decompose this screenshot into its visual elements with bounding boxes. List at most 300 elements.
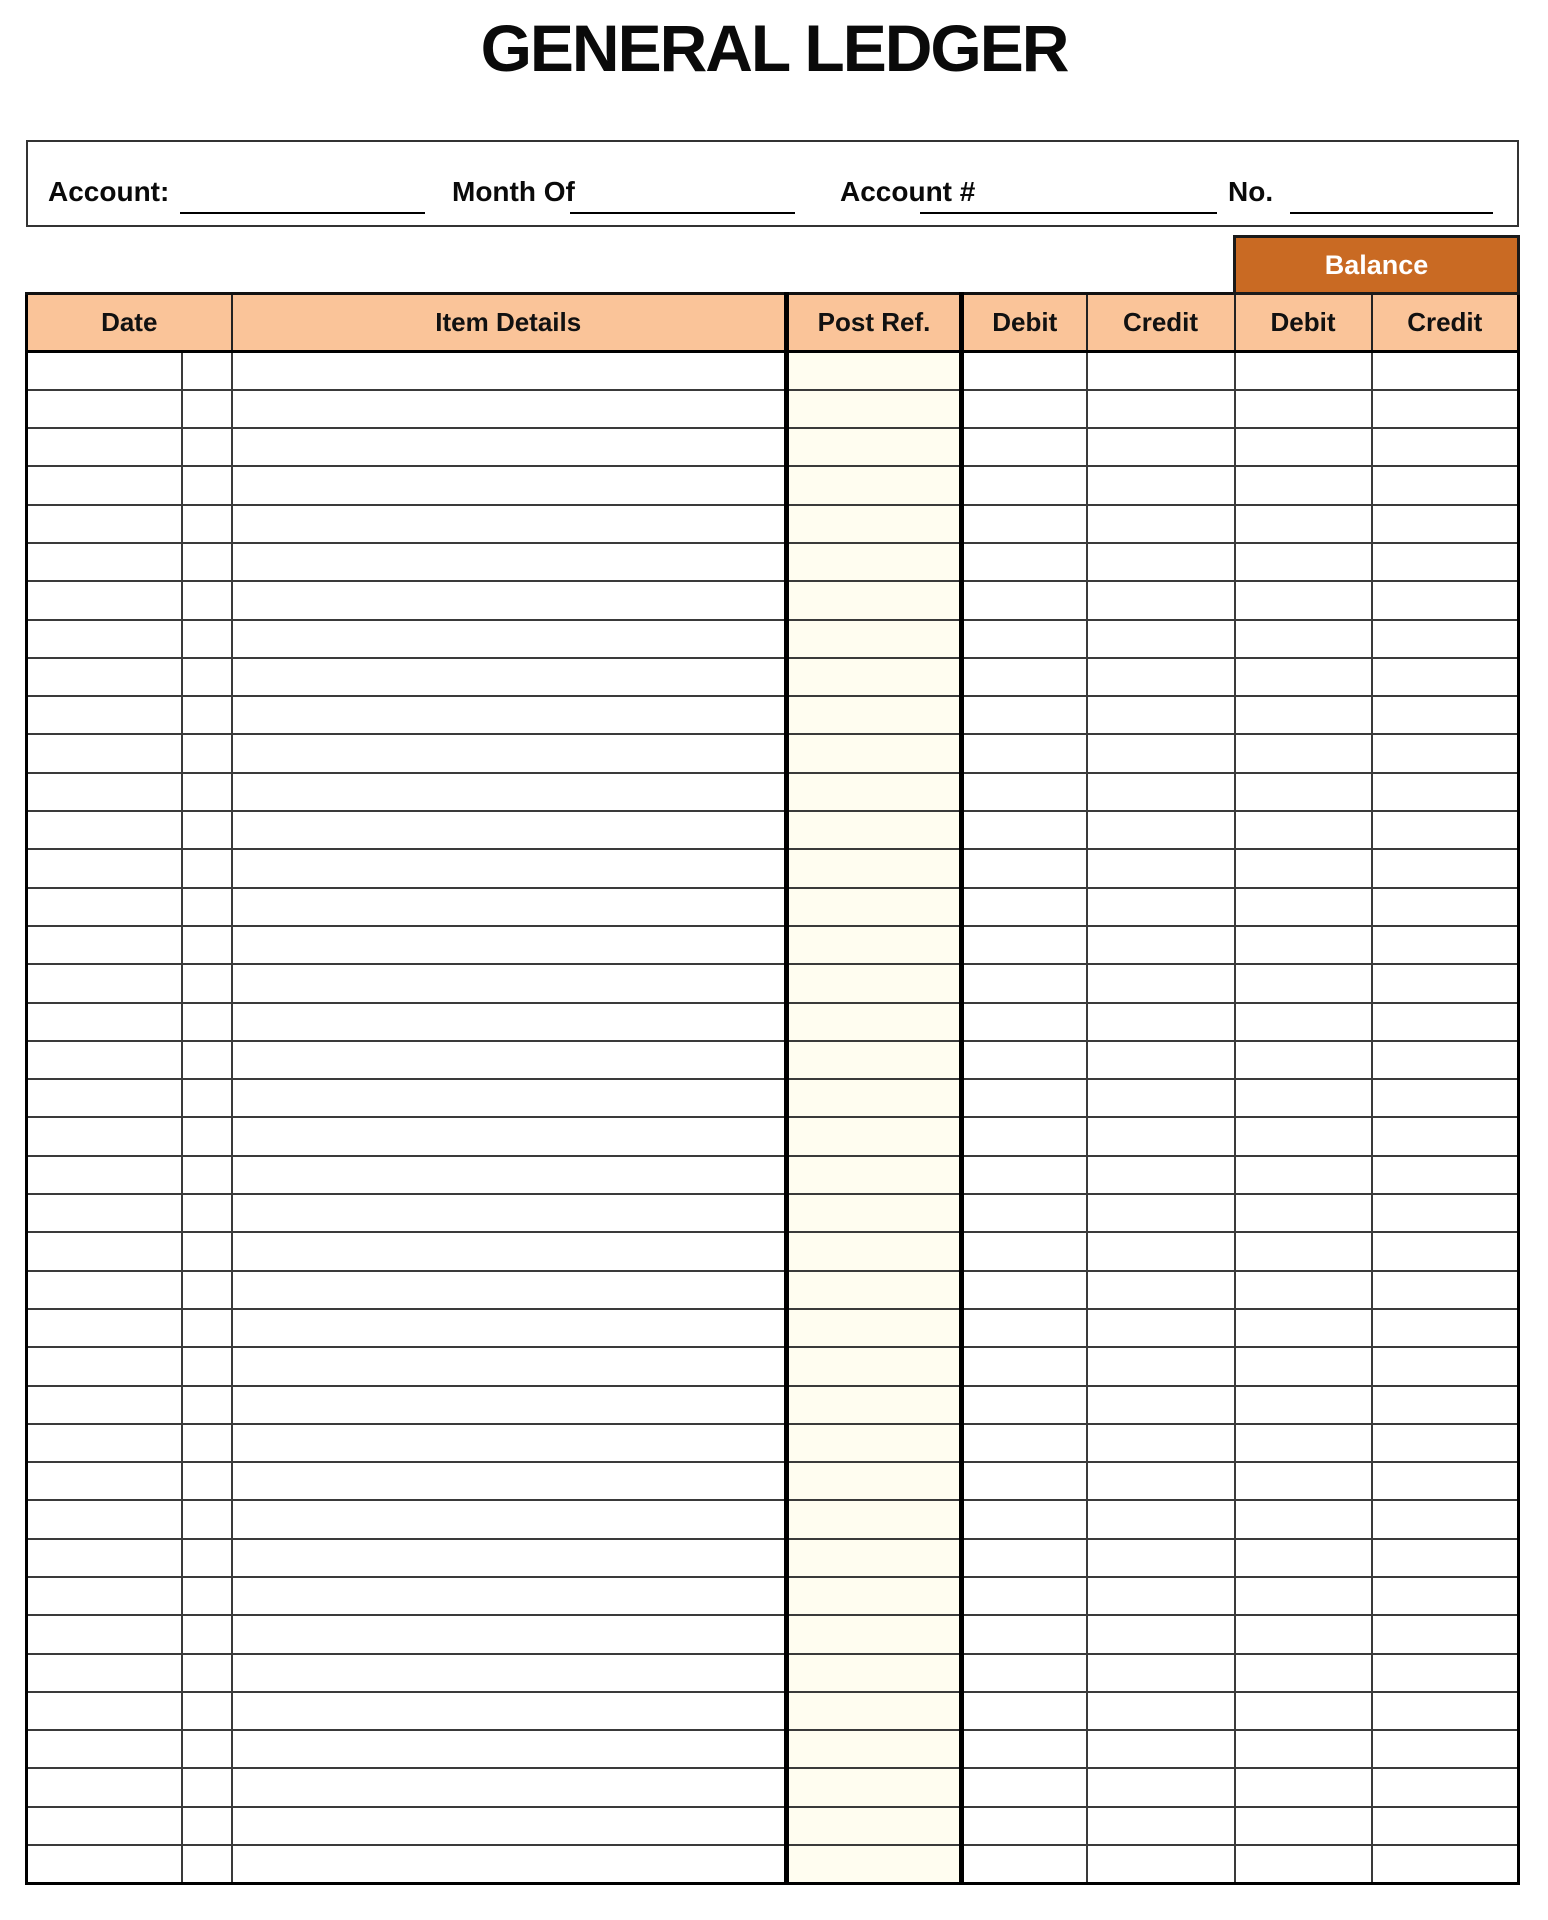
cell-item-details[interactable]	[232, 581, 787, 619]
cell-date-day[interactable]	[182, 734, 232, 772]
cell-balance-debit[interactable]	[1235, 620, 1372, 658]
cell-balance-debit[interactable]	[1235, 1232, 1372, 1270]
cell-balance-debit[interactable]	[1235, 658, 1372, 696]
cell-date-day[interactable]	[182, 428, 232, 466]
cell-debit[interactable]	[962, 1692, 1087, 1730]
cell-date-day[interactable]	[182, 581, 232, 619]
cell-balance-credit[interactable]	[1372, 620, 1519, 658]
cell-item-details[interactable]	[232, 1654, 787, 1692]
cell-credit[interactable]	[1087, 1309, 1235, 1347]
cell-date-month[interactable]	[27, 696, 182, 734]
cell-debit[interactable]	[962, 1156, 1087, 1194]
cell-date-month[interactable]	[27, 390, 182, 428]
cell-balance-credit[interactable]	[1372, 964, 1519, 1002]
cell-date-day[interactable]	[182, 620, 232, 658]
cell-item-details[interactable]	[232, 926, 787, 964]
cell-post-ref[interactable]	[787, 1730, 962, 1768]
cell-post-ref[interactable]	[787, 1386, 962, 1424]
cell-date-month[interactable]	[27, 1041, 182, 1079]
cell-debit[interactable]	[962, 1654, 1087, 1692]
cell-debit[interactable]	[962, 352, 1087, 390]
cell-date-day[interactable]	[182, 1807, 232, 1845]
cell-item-details[interactable]	[232, 811, 787, 849]
cell-date-day[interactable]	[182, 1500, 232, 1538]
cell-date-day[interactable]	[182, 1041, 232, 1079]
cell-debit[interactable]	[962, 1194, 1087, 1232]
cell-date-month[interactable]	[27, 1654, 182, 1692]
cell-credit[interactable]	[1087, 1730, 1235, 1768]
cell-post-ref[interactable]	[787, 926, 962, 964]
cell-balance-debit[interactable]	[1235, 543, 1372, 581]
cell-item-details[interactable]	[232, 1539, 787, 1577]
cell-credit[interactable]	[1087, 505, 1235, 543]
cell-balance-credit[interactable]	[1372, 581, 1519, 619]
cell-debit[interactable]	[962, 466, 1087, 504]
cell-date-day[interactable]	[182, 1424, 232, 1462]
cell-balance-credit[interactable]	[1372, 1347, 1519, 1385]
cell-credit[interactable]	[1087, 849, 1235, 887]
cell-debit[interactable]	[962, 428, 1087, 466]
month-of-value-line[interactable]	[570, 182, 795, 214]
cell-date-month[interactable]	[27, 1539, 182, 1577]
cell-credit[interactable]	[1087, 811, 1235, 849]
cell-item-details[interactable]	[232, 1232, 787, 1270]
cell-debit[interactable]	[962, 734, 1087, 772]
cell-debit[interactable]	[962, 1041, 1087, 1079]
cell-date-day[interactable]	[182, 1730, 232, 1768]
cell-balance-debit[interactable]	[1235, 1156, 1372, 1194]
cell-balance-debit[interactable]	[1235, 1386, 1372, 1424]
cell-balance-credit[interactable]	[1372, 1003, 1519, 1041]
cell-debit[interactable]	[962, 543, 1087, 581]
cell-credit[interactable]	[1087, 1079, 1235, 1117]
cell-balance-debit[interactable]	[1235, 926, 1372, 964]
cell-post-ref[interactable]	[787, 1577, 962, 1615]
cell-date-month[interactable]	[27, 1692, 182, 1730]
cell-debit[interactable]	[962, 620, 1087, 658]
cell-date-month[interactable]	[27, 1424, 182, 1462]
cell-date-day[interactable]	[182, 505, 232, 543]
cell-credit[interactable]	[1087, 543, 1235, 581]
cell-credit[interactable]	[1087, 1117, 1235, 1155]
cell-balance-credit[interactable]	[1372, 1654, 1519, 1692]
cell-debit[interactable]	[962, 1386, 1087, 1424]
cell-balance-debit[interactable]	[1235, 1424, 1372, 1462]
cell-balance-debit[interactable]	[1235, 390, 1372, 428]
cell-post-ref[interactable]	[787, 1156, 962, 1194]
cell-balance-debit[interactable]	[1235, 466, 1372, 504]
cell-credit[interactable]	[1087, 352, 1235, 390]
cell-credit[interactable]	[1087, 428, 1235, 466]
cell-date-day[interactable]	[182, 964, 232, 1002]
cell-debit[interactable]	[962, 1079, 1087, 1117]
cell-item-details[interactable]	[232, 1194, 787, 1232]
cell-date-day[interactable]	[182, 1462, 232, 1500]
cell-post-ref[interactable]	[787, 1041, 962, 1079]
cell-date-month[interactable]	[27, 1500, 182, 1538]
cell-date-month[interactable]	[27, 1386, 182, 1424]
cell-date-day[interactable]	[182, 1003, 232, 1041]
cell-post-ref[interactable]	[787, 1003, 962, 1041]
cell-date-day[interactable]	[182, 1845, 232, 1883]
cell-item-details[interactable]	[232, 849, 787, 887]
cell-balance-debit[interactable]	[1235, 811, 1372, 849]
cell-date-month[interactable]	[27, 1003, 182, 1041]
cell-balance-debit[interactable]	[1235, 734, 1372, 772]
cell-credit[interactable]	[1087, 888, 1235, 926]
cell-debit[interactable]	[962, 888, 1087, 926]
cell-credit[interactable]	[1087, 1768, 1235, 1806]
cell-balance-debit[interactable]	[1235, 1003, 1372, 1041]
cell-balance-credit[interactable]	[1372, 1500, 1519, 1538]
cell-post-ref[interactable]	[787, 620, 962, 658]
cell-balance-credit[interactable]	[1372, 390, 1519, 428]
cell-date-month[interactable]	[27, 1845, 182, 1883]
cell-date-day[interactable]	[182, 1194, 232, 1232]
cell-debit[interactable]	[962, 1539, 1087, 1577]
cell-item-details[interactable]	[232, 1577, 787, 1615]
cell-item-details[interactable]	[232, 1117, 787, 1155]
cell-balance-credit[interactable]	[1372, 1807, 1519, 1845]
cell-post-ref[interactable]	[787, 428, 962, 466]
cell-item-details[interactable]	[232, 543, 787, 581]
cell-balance-credit[interactable]	[1372, 658, 1519, 696]
cell-post-ref[interactable]	[787, 1768, 962, 1806]
cell-date-month[interactable]	[27, 926, 182, 964]
cell-balance-debit[interactable]	[1235, 696, 1372, 734]
cell-date-month[interactable]	[27, 581, 182, 619]
cell-item-details[interactable]	[232, 1730, 787, 1768]
cell-post-ref[interactable]	[787, 390, 962, 428]
cell-credit[interactable]	[1087, 1692, 1235, 1730]
cell-date-day[interactable]	[182, 390, 232, 428]
cell-debit[interactable]	[962, 964, 1087, 1002]
cell-debit[interactable]	[962, 505, 1087, 543]
cell-debit[interactable]	[962, 1117, 1087, 1155]
cell-post-ref[interactable]	[787, 1079, 962, 1117]
cell-item-details[interactable]	[232, 1807, 787, 1845]
cell-post-ref[interactable]	[787, 352, 962, 390]
cell-balance-credit[interactable]	[1372, 773, 1519, 811]
cell-date-day[interactable]	[182, 1271, 232, 1309]
cell-item-details[interactable]	[232, 466, 787, 504]
cell-date-day[interactable]	[182, 926, 232, 964]
cell-credit[interactable]	[1087, 964, 1235, 1002]
cell-post-ref[interactable]	[787, 1194, 962, 1232]
cell-date-month[interactable]	[27, 466, 182, 504]
cell-balance-credit[interactable]	[1372, 1424, 1519, 1462]
cell-debit[interactable]	[962, 1615, 1087, 1653]
cell-credit[interactable]	[1087, 1271, 1235, 1309]
cell-debit[interactable]	[962, 1309, 1087, 1347]
cell-debit[interactable]	[962, 849, 1087, 887]
cell-credit[interactable]	[1087, 1462, 1235, 1500]
cell-balance-debit[interactable]	[1235, 888, 1372, 926]
cell-balance-credit[interactable]	[1372, 926, 1519, 964]
cell-item-details[interactable]	[232, 1768, 787, 1806]
cell-balance-credit[interactable]	[1372, 1117, 1519, 1155]
cell-balance-credit[interactable]	[1372, 1386, 1519, 1424]
cell-date-day[interactable]	[182, 696, 232, 734]
cell-item-details[interactable]	[232, 696, 787, 734]
cell-post-ref[interactable]	[787, 1807, 962, 1845]
cell-date-day[interactable]	[182, 1615, 232, 1653]
cell-post-ref[interactable]	[787, 888, 962, 926]
cell-balance-debit[interactable]	[1235, 1615, 1372, 1653]
cell-balance-debit[interactable]	[1235, 1347, 1372, 1385]
cell-date-day[interactable]	[182, 1539, 232, 1577]
cell-post-ref[interactable]	[787, 1692, 962, 1730]
cell-balance-debit[interactable]	[1235, 1807, 1372, 1845]
cell-date-day[interactable]	[182, 1577, 232, 1615]
cell-credit[interactable]	[1087, 1156, 1235, 1194]
cell-date-month[interactable]	[27, 1615, 182, 1653]
cell-date-day[interactable]	[182, 1156, 232, 1194]
cell-balance-debit[interactable]	[1235, 1462, 1372, 1500]
cell-credit[interactable]	[1087, 658, 1235, 696]
cell-balance-credit[interactable]	[1372, 352, 1519, 390]
cell-balance-credit[interactable]	[1372, 849, 1519, 887]
cell-balance-credit[interactable]	[1372, 1232, 1519, 1270]
cell-balance-debit[interactable]	[1235, 1539, 1372, 1577]
cell-debit[interactable]	[962, 1807, 1087, 1845]
cell-date-month[interactable]	[27, 543, 182, 581]
cell-item-details[interactable]	[232, 1003, 787, 1041]
cell-balance-debit[interactable]	[1235, 1730, 1372, 1768]
cell-balance-debit[interactable]	[1235, 849, 1372, 887]
cell-item-details[interactable]	[232, 1424, 787, 1462]
cell-post-ref[interactable]	[787, 964, 962, 1002]
cell-date-month[interactable]	[27, 1768, 182, 1806]
cell-balance-debit[interactable]	[1235, 505, 1372, 543]
cell-date-day[interactable]	[182, 352, 232, 390]
cell-credit[interactable]	[1087, 1539, 1235, 1577]
cell-item-details[interactable]	[232, 734, 787, 772]
cell-date-month[interactable]	[27, 1194, 182, 1232]
cell-credit[interactable]	[1087, 390, 1235, 428]
cell-post-ref[interactable]	[787, 1500, 962, 1538]
cell-date-day[interactable]	[182, 658, 232, 696]
cell-date-month[interactable]	[27, 352, 182, 390]
cell-balance-debit[interactable]	[1235, 773, 1372, 811]
cell-item-details[interactable]	[232, 1845, 787, 1883]
cell-post-ref[interactable]	[787, 658, 962, 696]
cell-date-month[interactable]	[27, 658, 182, 696]
cell-date-month[interactable]	[27, 1807, 182, 1845]
cell-balance-credit[interactable]	[1372, 811, 1519, 849]
cell-post-ref[interactable]	[787, 1117, 962, 1155]
cell-item-details[interactable]	[232, 1462, 787, 1500]
cell-balance-debit[interactable]	[1235, 1692, 1372, 1730]
cell-balance-debit[interactable]	[1235, 1194, 1372, 1232]
cell-date-day[interactable]	[182, 543, 232, 581]
cell-credit[interactable]	[1087, 1807, 1235, 1845]
cell-date-month[interactable]	[27, 773, 182, 811]
cell-item-details[interactable]	[232, 1692, 787, 1730]
cell-date-day[interactable]	[182, 466, 232, 504]
cell-item-details[interactable]	[232, 1347, 787, 1385]
cell-item-details[interactable]	[232, 658, 787, 696]
cell-item-details[interactable]	[232, 773, 787, 811]
cell-item-details[interactable]	[232, 1309, 787, 1347]
cell-item-details[interactable]	[232, 1041, 787, 1079]
cell-balance-debit[interactable]	[1235, 1271, 1372, 1309]
cell-balance-debit[interactable]	[1235, 581, 1372, 619]
cell-credit[interactable]	[1087, 1386, 1235, 1424]
cell-date-month[interactable]	[27, 1232, 182, 1270]
cell-date-month[interactable]	[27, 964, 182, 1002]
cell-post-ref[interactable]	[787, 734, 962, 772]
cell-date-day[interactable]	[182, 1768, 232, 1806]
cell-post-ref[interactable]	[787, 543, 962, 581]
cell-balance-credit[interactable]	[1372, 543, 1519, 581]
cell-date-day[interactable]	[182, 1654, 232, 1692]
cell-debit[interactable]	[962, 390, 1087, 428]
cell-credit[interactable]	[1087, 734, 1235, 772]
cell-balance-credit[interactable]	[1372, 734, 1519, 772]
cell-balance-debit[interactable]	[1235, 1117, 1372, 1155]
cell-post-ref[interactable]	[787, 581, 962, 619]
cell-post-ref[interactable]	[787, 1845, 962, 1883]
cell-balance-credit[interactable]	[1372, 1156, 1519, 1194]
cell-post-ref[interactable]	[787, 1424, 962, 1462]
cell-item-details[interactable]	[232, 1271, 787, 1309]
cell-balance-credit[interactable]	[1372, 1730, 1519, 1768]
cell-credit[interactable]	[1087, 1003, 1235, 1041]
cell-date-month[interactable]	[27, 1271, 182, 1309]
cell-date-day[interactable]	[182, 1117, 232, 1155]
no-value-line[interactable]	[1290, 182, 1493, 214]
cell-item-details[interactable]	[232, 505, 787, 543]
cell-balance-credit[interactable]	[1372, 1194, 1519, 1232]
cell-date-day[interactable]	[182, 888, 232, 926]
cell-credit[interactable]	[1087, 1194, 1235, 1232]
cell-date-month[interactable]	[27, 1730, 182, 1768]
cell-debit[interactable]	[962, 1845, 1087, 1883]
cell-balance-credit[interactable]	[1372, 1309, 1519, 1347]
cell-date-month[interactable]	[27, 505, 182, 543]
cell-debit[interactable]	[962, 1347, 1087, 1385]
cell-date-day[interactable]	[182, 1347, 232, 1385]
cell-credit[interactable]	[1087, 926, 1235, 964]
cell-post-ref[interactable]	[787, 1347, 962, 1385]
cell-credit[interactable]	[1087, 1577, 1235, 1615]
cell-item-details[interactable]	[232, 1500, 787, 1538]
cell-post-ref[interactable]	[787, 1271, 962, 1309]
cell-date-month[interactable]	[27, 849, 182, 887]
cell-item-details[interactable]	[232, 1615, 787, 1653]
cell-balance-credit[interactable]	[1372, 1615, 1519, 1653]
cell-balance-debit[interactable]	[1235, 964, 1372, 1002]
cell-balance-debit[interactable]	[1235, 1577, 1372, 1615]
cell-debit[interactable]	[962, 581, 1087, 619]
cell-debit[interactable]	[962, 1271, 1087, 1309]
cell-credit[interactable]	[1087, 1615, 1235, 1653]
cell-balance-credit[interactable]	[1372, 428, 1519, 466]
account-number-value-line[interactable]	[920, 182, 1217, 214]
cell-credit[interactable]	[1087, 773, 1235, 811]
cell-credit[interactable]	[1087, 620, 1235, 658]
cell-credit[interactable]	[1087, 696, 1235, 734]
cell-debit[interactable]	[962, 696, 1087, 734]
cell-credit[interactable]	[1087, 466, 1235, 504]
cell-credit[interactable]	[1087, 1500, 1235, 1538]
cell-item-details[interactable]	[232, 1079, 787, 1117]
cell-balance-credit[interactable]	[1372, 1692, 1519, 1730]
cell-debit[interactable]	[962, 1003, 1087, 1041]
cell-balance-debit[interactable]	[1235, 1309, 1372, 1347]
cell-date-month[interactable]	[27, 1462, 182, 1500]
cell-date-day[interactable]	[182, 1386, 232, 1424]
cell-balance-credit[interactable]	[1372, 1041, 1519, 1079]
cell-balance-credit[interactable]	[1372, 1539, 1519, 1577]
cell-balance-credit[interactable]	[1372, 505, 1519, 543]
cell-balance-credit[interactable]	[1372, 1271, 1519, 1309]
cell-post-ref[interactable]	[787, 1654, 962, 1692]
cell-balance-debit[interactable]	[1235, 1079, 1372, 1117]
cell-balance-credit[interactable]	[1372, 888, 1519, 926]
cell-date-day[interactable]	[182, 1309, 232, 1347]
cell-balance-credit[interactable]	[1372, 466, 1519, 504]
cell-date-day[interactable]	[182, 1079, 232, 1117]
cell-balance-debit[interactable]	[1235, 428, 1372, 466]
cell-date-day[interactable]	[182, 1232, 232, 1270]
cell-date-month[interactable]	[27, 734, 182, 772]
cell-item-details[interactable]	[232, 888, 787, 926]
cell-post-ref[interactable]	[787, 1539, 962, 1577]
cell-date-month[interactable]	[27, 620, 182, 658]
cell-debit[interactable]	[962, 1768, 1087, 1806]
cell-date-month[interactable]	[27, 1309, 182, 1347]
cell-balance-credit[interactable]	[1372, 1079, 1519, 1117]
cell-post-ref[interactable]	[787, 505, 962, 543]
cell-date-month[interactable]	[27, 1347, 182, 1385]
cell-date-day[interactable]	[182, 1692, 232, 1730]
cell-date-month[interactable]	[27, 1079, 182, 1117]
cell-credit[interactable]	[1087, 1347, 1235, 1385]
cell-credit[interactable]	[1087, 1424, 1235, 1462]
cell-debit[interactable]	[962, 1424, 1087, 1462]
cell-date-month[interactable]	[27, 1577, 182, 1615]
cell-post-ref[interactable]	[787, 1615, 962, 1653]
cell-post-ref[interactable]	[787, 1462, 962, 1500]
cell-item-details[interactable]	[232, 390, 787, 428]
cell-balance-credit[interactable]	[1372, 1577, 1519, 1615]
cell-balance-credit[interactable]	[1372, 1462, 1519, 1500]
cell-credit[interactable]	[1087, 1041, 1235, 1079]
cell-post-ref[interactable]	[787, 849, 962, 887]
cell-post-ref[interactable]	[787, 466, 962, 504]
cell-date-month[interactable]	[27, 888, 182, 926]
cell-debit[interactable]	[962, 1577, 1087, 1615]
cell-balance-debit[interactable]	[1235, 352, 1372, 390]
cell-balance-debit[interactable]	[1235, 1845, 1372, 1883]
cell-debit[interactable]	[962, 926, 1087, 964]
cell-post-ref[interactable]	[787, 1309, 962, 1347]
cell-item-details[interactable]	[232, 428, 787, 466]
cell-balance-credit[interactable]	[1372, 1768, 1519, 1806]
cell-item-details[interactable]	[232, 1386, 787, 1424]
cell-post-ref[interactable]	[787, 773, 962, 811]
account-value-line[interactable]	[180, 182, 425, 214]
cell-balance-debit[interactable]	[1235, 1500, 1372, 1538]
cell-item-details[interactable]	[232, 352, 787, 390]
cell-debit[interactable]	[962, 773, 1087, 811]
cell-date-month[interactable]	[27, 428, 182, 466]
cell-credit[interactable]	[1087, 1232, 1235, 1270]
cell-balance-debit[interactable]	[1235, 1041, 1372, 1079]
cell-balance-credit[interactable]	[1372, 1845, 1519, 1883]
